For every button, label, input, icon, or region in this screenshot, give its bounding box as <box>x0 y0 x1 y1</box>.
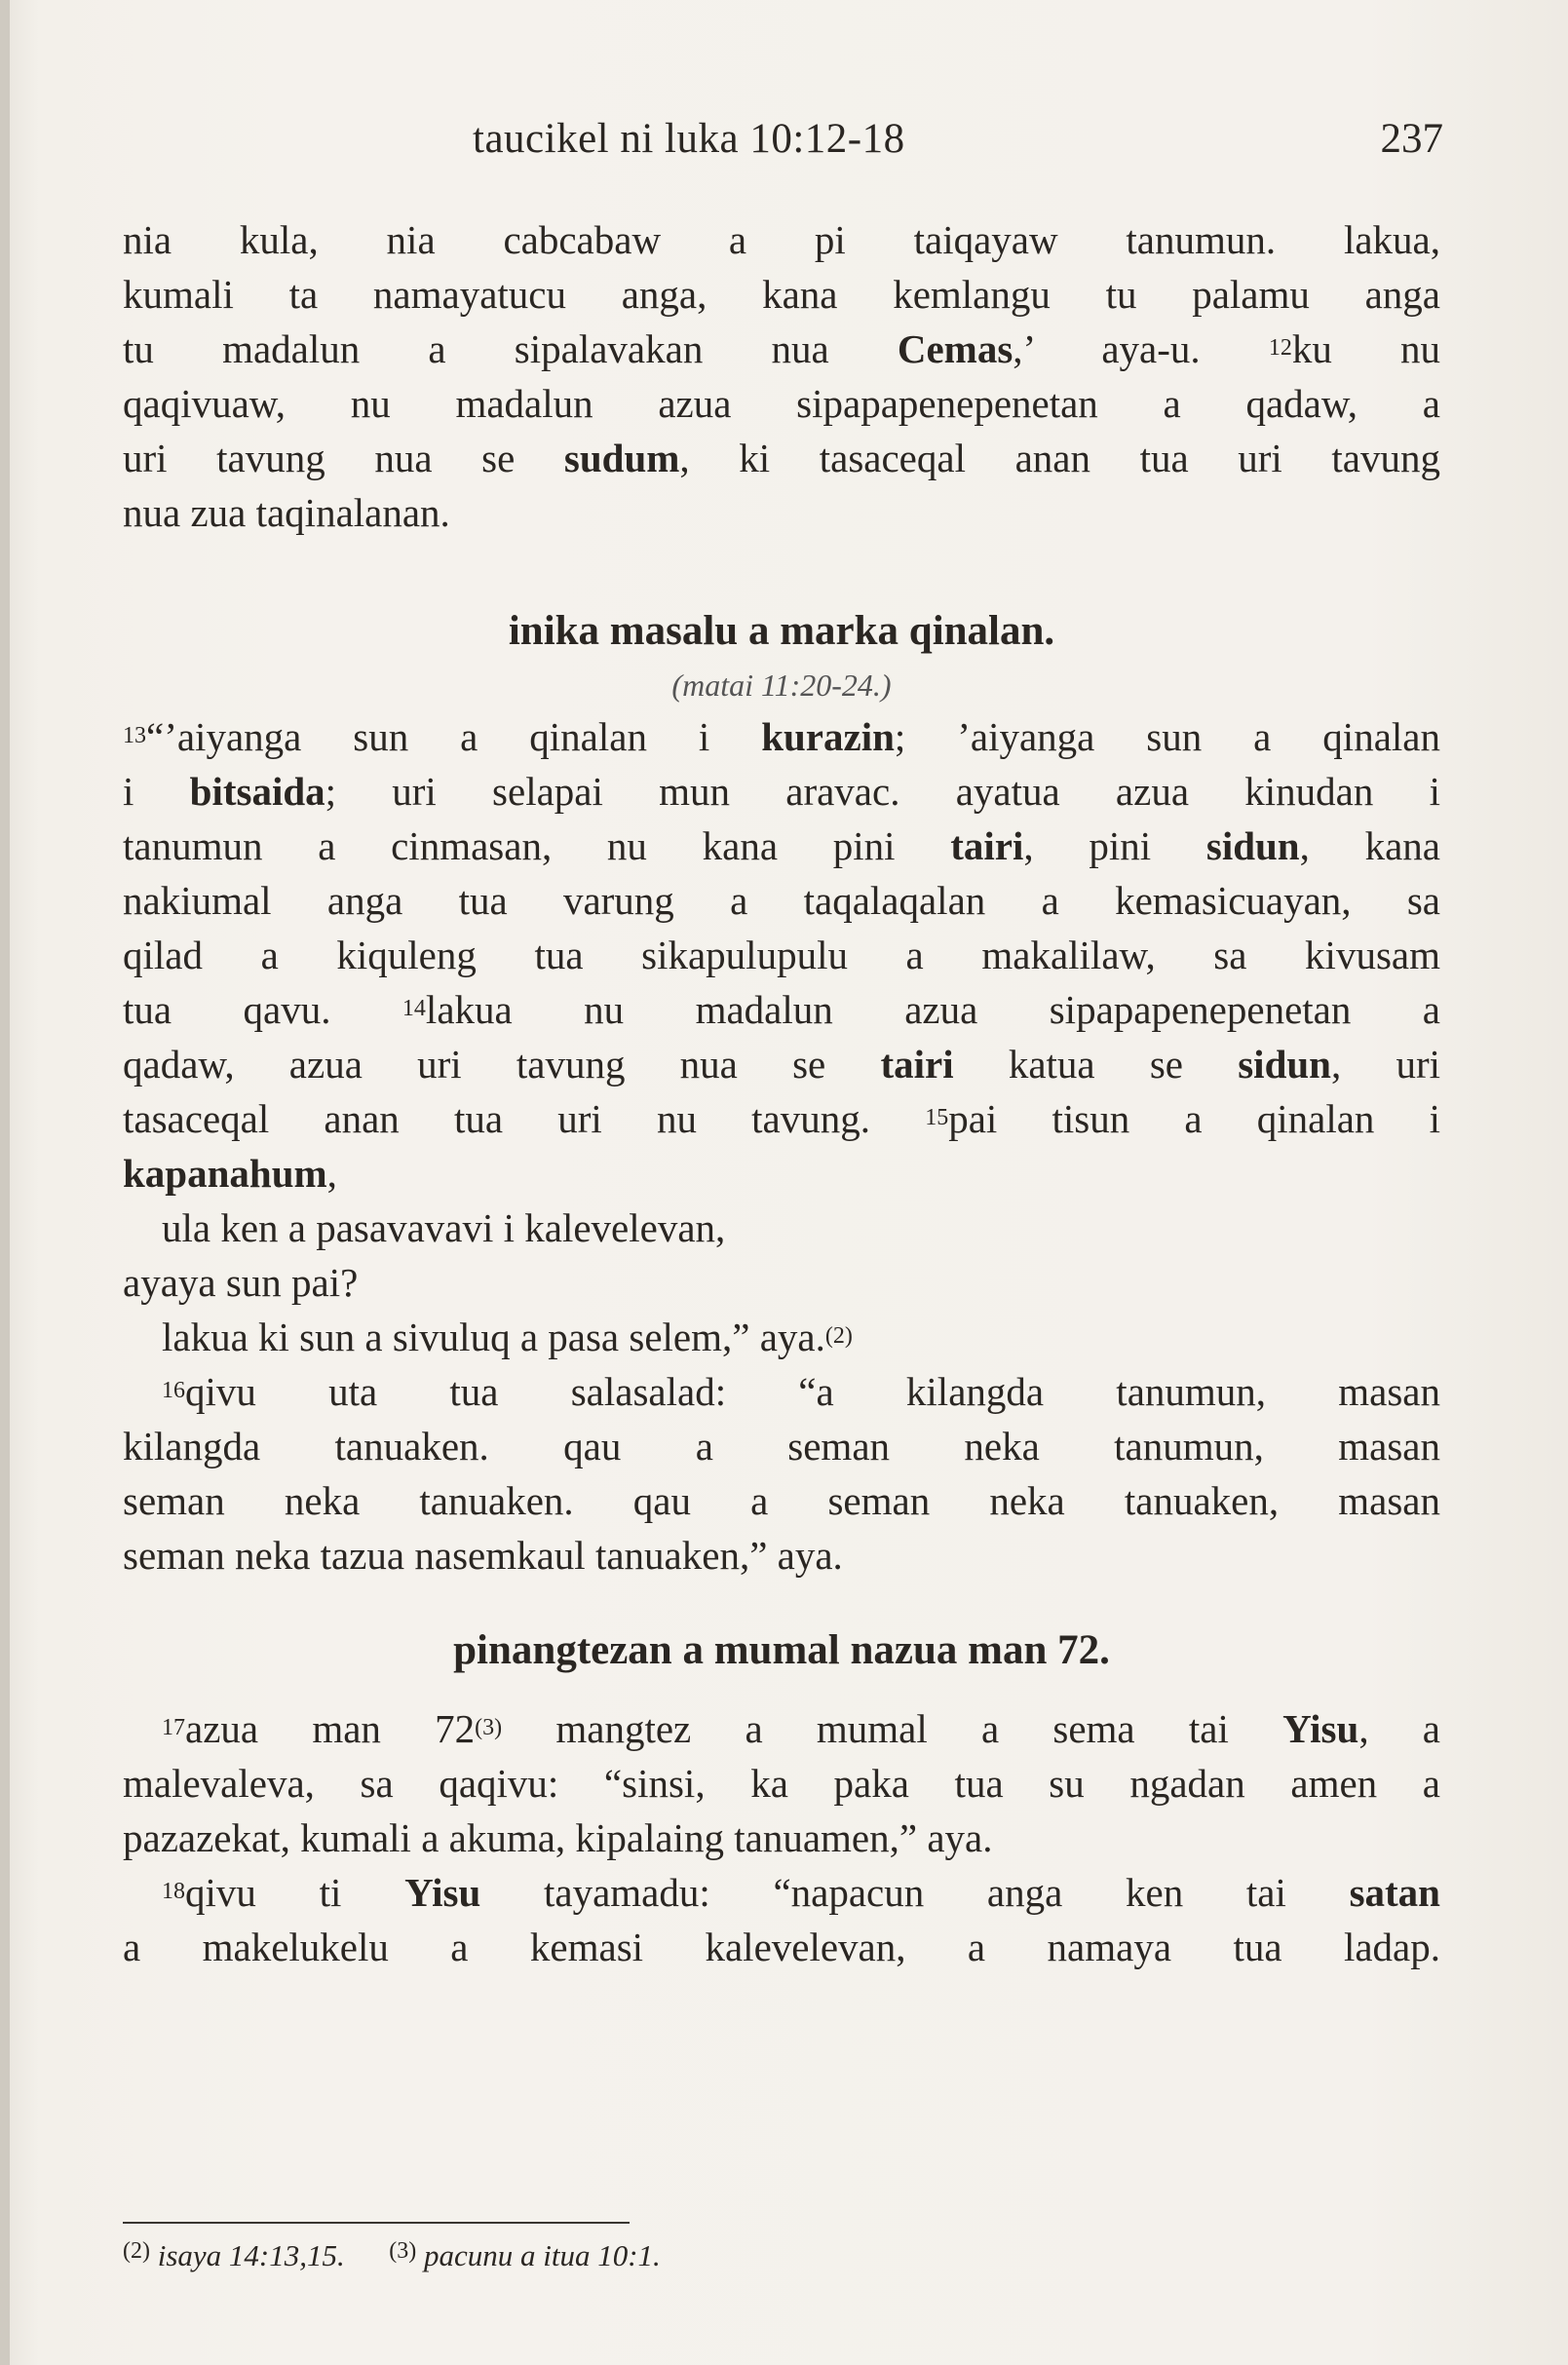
page-edge <box>0 0 10 2365</box>
text-line: malevaleva, sa qaqivu: “sinsi, ka paka tua su ngadan amen a <box>123 1761 1440 1806</box>
text-line: kumali ta namayatucu anga, kana kemlangu tu palamu anga <box>123 272 1440 317</box>
body-text <box>123 212 1440 1974</box>
section-reference: (matai 11:20-24.) <box>671 668 892 703</box>
verse-number: 14 <box>402 996 426 1021</box>
text-line <box>123 819 1440 873</box>
spacer <box>123 540 1440 602</box>
text-line <box>123 1701 1440 1756</box>
bold-term: sidun <box>1205 823 1300 868</box>
text-line: seman neka tanuaken. qau a seman neka tanuaken, masan <box>123 1478 1440 1523</box>
bold-term: tairi <box>880 1042 954 1087</box>
bold-term: sidun <box>1238 1042 1331 1087</box>
text-span: ; uri selapai mun aravac. ayatua azua kinudan i <box>325 769 1440 814</box>
poem-line: ula ken a pasavavavi i kalevelevan, <box>162 1205 726 1250</box>
text-span: tu madalun a sipalavakan nua <box>123 326 898 371</box>
poem-line: ayaya sun pai? <box>123 1260 359 1305</box>
text-span: i <box>123 769 190 814</box>
text-line <box>123 1037 1440 1091</box>
text-line <box>123 1865 1440 1920</box>
text-line <box>123 982 1440 1037</box>
text-span: qadaw, azua uri tavung nua se <box>123 1042 881 1087</box>
running-head: taucikel ni luka 10:12-18 <box>473 116 905 162</box>
text-span: , uri <box>1330 1042 1440 1087</box>
spacer <box>123 1583 1440 1621</box>
footnotes <box>123 2231 661 2280</box>
text-span: “’aiyanga sun a qinalan i <box>146 714 762 759</box>
footnote-marker: (2) <box>123 2238 150 2264</box>
text-span: , ki tasaceqal anan tua uri tavung <box>679 436 1440 480</box>
footnote-text: isaya 14:13,15. <box>157 2238 345 2272</box>
bold-term: Cemas <box>897 326 1013 371</box>
text-line: qilad a kiquleng tua sikapulupulu a makalilaw, sa kivusam <box>123 933 1440 977</box>
text-span: lakua nu madalun azua sipapapenepenetan a <box>425 987 1440 1032</box>
text-line <box>123 1091 1440 1146</box>
text-span: mangtez a mumal a sema tai <box>502 1706 1283 1751</box>
text-span: qivu uta tua salasalad: “a kilangda tanumun, masan <box>185 1369 1440 1414</box>
text-line <box>123 709 1440 764</box>
text-span: ku nu <box>1291 326 1440 371</box>
text-line: pazazekat, kumali a akuma, kipalaing tanuamen,” aya. <box>123 1815 993 1860</box>
text-line: qaqivuaw, nu madalun azua sipapapenepenetan a qadaw, a <box>123 381 1440 426</box>
text-span: tayamadu: “napacun anga ken tai <box>480 1870 1350 1915</box>
text-span: qivu ti <box>185 1870 405 1915</box>
footnote-text: pacunu a itua 10:1. <box>423 2238 661 2272</box>
footnote-marker: (3) <box>389 2238 417 2264</box>
text-span: ; ’aiyanga sun a qinalan <box>894 714 1440 759</box>
text-line: a makelukelu a kemasi kalevelevan, a namaya tua ladap. <box>123 1925 1440 1969</box>
text-span: , <box>326 1151 337 1196</box>
text-line <box>123 431 1440 485</box>
verse-number: 17 <box>162 1715 185 1740</box>
spacer <box>123 1680 1440 1701</box>
footnote-divider <box>123 2222 630 2224</box>
verse-number: 12 <box>1268 335 1292 361</box>
text-span: tanumun a cinmasan, nu kana pini <box>123 823 951 868</box>
text-line: seman neka tazua nasemkaul tanuaken,” aya. <box>123 1533 843 1578</box>
section-heading: inika masalu a marka qinalan. <box>508 608 1055 654</box>
footnote-marker: (2) <box>824 1323 853 1349</box>
text-span: lakua ki sun a sivuluq a pasa selem,” aya. <box>162 1315 825 1359</box>
bold-term: kapanahum <box>123 1151 327 1196</box>
text-line: nua zua taqinalanan. <box>123 490 450 535</box>
text-span: tasaceqal anan tua uri nu tavung. <box>123 1096 926 1141</box>
bold-term: sudum <box>563 436 680 480</box>
text-line <box>123 322 1440 376</box>
text-span: tua qavu. <box>123 987 402 1032</box>
verse-number: 15 <box>925 1105 949 1130</box>
text-span: uri tavung nua se <box>123 436 564 480</box>
text-line: kilangda tanuaken. qau a seman neka tanumun, masan <box>123 1424 1440 1469</box>
text-span: , a <box>1358 1706 1440 1751</box>
text-span: azua man 72 <box>185 1706 476 1751</box>
text-line: nakiumal anga tua varung a taqalaqalan a kemasicuayan, sa <box>123 878 1440 923</box>
page-number: 237 <box>1380 116 1443 162</box>
text-span: , kana <box>1299 823 1440 868</box>
text-span: pai tisun a qinalan i <box>948 1096 1440 1141</box>
text-span: katua se <box>953 1042 1239 1087</box>
text-line <box>123 764 1440 819</box>
footnote-marker: (3) <box>475 1715 503 1740</box>
poem-line <box>123 1310 1440 1364</box>
text-line: nia kula, nia cabcabaw a pi taiqayaw tanumun. lakua, <box>123 217 1440 262</box>
verse-number: 16 <box>162 1378 185 1403</box>
bold-term: kurazin <box>761 714 895 759</box>
bold-term: tairi <box>950 823 1024 868</box>
text-span: ,’ aya-u. <box>1013 326 1269 371</box>
text-line <box>123 1364 1440 1419</box>
section-heading: pinangtezan a mumal nazua man 72. <box>453 1627 1110 1673</box>
text-line <box>123 1146 1440 1201</box>
bold-term: Yisu <box>404 1870 481 1915</box>
bold-term: satan <box>1349 1870 1440 1915</box>
verse-number: 13 <box>123 723 146 748</box>
text-span: , pini <box>1023 823 1206 868</box>
verse-number: 18 <box>162 1879 185 1904</box>
bold-term: bitsaida <box>189 769 325 814</box>
bold-term: Yisu <box>1282 1706 1359 1751</box>
